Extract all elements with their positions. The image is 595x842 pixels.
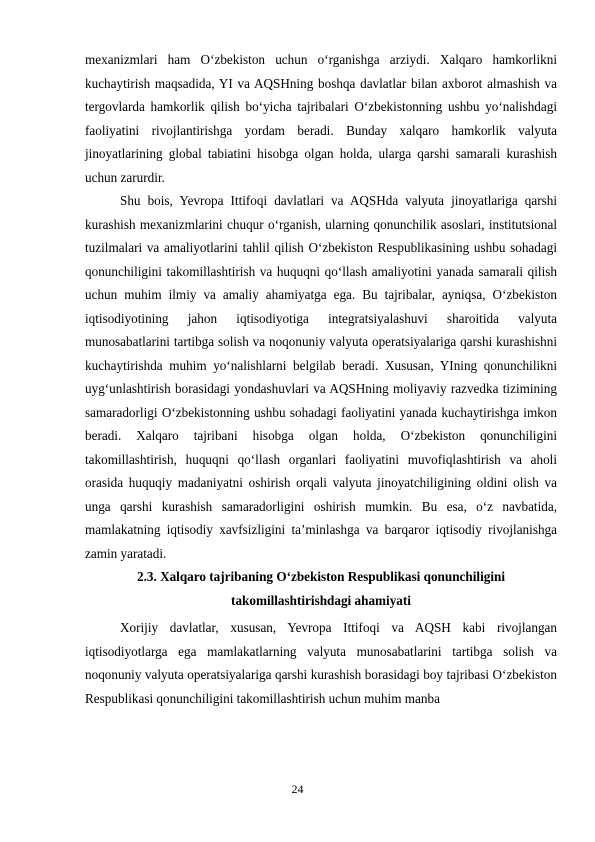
document-page [85,48,557,710]
section-heading-line-2: takomillashtirishdagi ahamiyati [231,592,411,608]
paragraph-body: Shu bois, Yevropa Ittifoqi davlatlari va AQSHda valyuta jinoyatlariga qarshi kurashish mexanizmlarini chuqur o‘rganish, ularning qonunchilik asoslari, institutsional tuzilmalari va amaliyotlarini tahlil qilish O‘zbekiston Respublikasining ushbu sohadagi qonunchiligini takomillashtirish va huquqni qo‘llash amaliyotini yanada samarali qilish uchun muhim ilmiy va amaliy ahamiyatga ega. Bu tajribalar, ayniqsa, O‘zbekiston iqtisodiyotining jahon iqtisodiyotiga integratsiyalashuvi sharoitida valyuta munosabatlarini tartibga solish va noqonuniy valyuta operatsiyalariga qarshi kurashishni kuchaytirishda muhim yo‘nalishlarni belgilab beradi. Xususan, YIning qonunchilikni uyg‘unlashtirish borasidagi yondashuvlari va AQSHning moliyaviy razvedka tizimining samaradorligi O‘zbekistonning ushbu sohadagi faoliyatini yanada kuchaytirishga imkon beradi. Xalqaro tajribani hisobga olgan holda, O‘zbekiston qonunchiligini takomillashtirish, huquqni qo‘llash organlari faoliyatini muvofiqlashtirish va aholi orasida huquqiy madaniyatni oshirish orqali valyuta jinoyatchiligining oldini olish va unga qarshi kurashish samaradorligini oshirish mumkin. Bu esa, o‘z navbatida, mamlakatning iqtisodiy xavfsizligini ta’minlashga va barqaror iqtisodiy rivojlanishga zamin yaratadi. [85,193,557,561]
section-heading-line-1: 2.3. Xalqaro tajribaning O‘zbekiston Respublikasi qonunchiligini [136,569,505,584]
section-heading [85,565,557,612]
page-number: 24 [291,782,304,796]
paragraph-section-intro: Xorijiy davlatlar, xususan, Yevropa Ittifoqi va AQSH kabi rivojlangan iqtisodiyotlarga ega mamlakatlarning valyuta munosabatlarini tartibga solish va noqonuniy valyuta operatsiyalariga qarshi kurashish borasidagi boy tajribasi O‘zbekiston Respublikasi qonunchiligini takomillashtirish uchun muhim manba [85,620,557,706]
paragraph-continuation: mexanizmlari ham O‘zbekiston uchun o‘rganishga arziydi. Xalqaro hamkorlikni kuchaytirish maqsadida, YI va AQSHning boshqa davlatlar bilan axborot almashish va tergovlarda hamkorlik qilish bo‘yicha tajribalari O‘zbekistonning ushbu yo‘nalishdagi faoliyatini rivojlantirishga yordam beradi. Bunday xalqaro hamkorlik valyuta jinoyatlarining global tabiatini hisobga olgan holda, ularga qarshi samarali kurashish uchun zarurdir. [85,52,557,185]
